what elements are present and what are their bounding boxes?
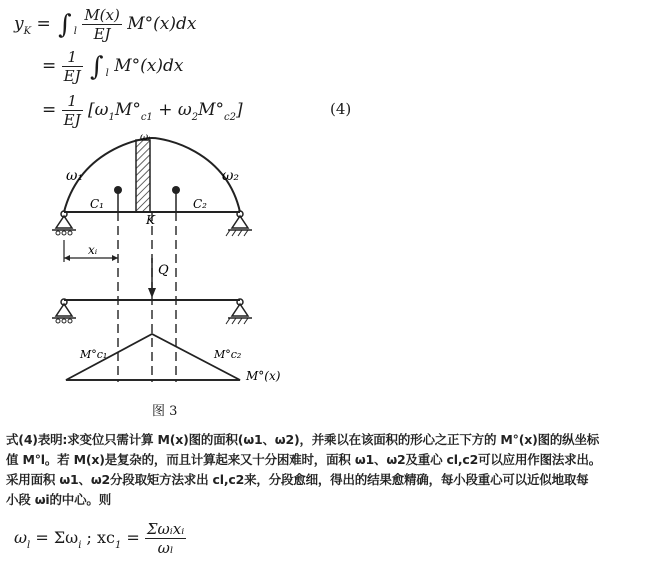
support-right-bottom — [226, 299, 252, 324]
eq-lhs: y — [14, 14, 24, 34]
eq-tail: M°(x)dx — [127, 14, 197, 34]
support-left-bottom — [52, 299, 76, 323]
final-sep-sub: 1 — [114, 540, 122, 551]
eq-close: ] — [235, 100, 243, 120]
paragraph — [6, 430, 654, 510]
integral-sub: l — [105, 68, 109, 79]
centroid-c1-dot — [114, 186, 122, 194]
label-mc1: M°c₁ — [80, 348, 108, 361]
label-omega1: ω₁ — [66, 168, 84, 184]
omega2-sub: 2 — [191, 112, 199, 123]
final-fraction-numerator: Σωᵢxᵢ — [146, 520, 185, 538]
final-equation — [14, 520, 186, 557]
eq-m1: M° — [114, 100, 141, 120]
eq-open: [ω — [88, 100, 109, 120]
eq-lhs-sub: K — [23, 26, 32, 37]
eq-plus: + ω — [152, 100, 192, 120]
label-mx: M°(x) — [246, 369, 281, 383]
final-lhs: ω — [14, 528, 28, 547]
final-fraction — [145, 520, 186, 557]
final-eq1: = Σω — [30, 528, 79, 547]
support-left-top — [52, 211, 76, 235]
eq-m2: M° — [198, 100, 225, 120]
fraction-numerator: 1 — [62, 92, 83, 111]
final-lhs-sub: l — [27, 540, 31, 551]
integral-sign: ∫ — [90, 51, 104, 82]
label-omega2: ω₂ — [222, 168, 240, 184]
hatched-strip — [136, 140, 150, 212]
label-c1: C₁ — [90, 197, 104, 211]
final-eq1-sub: i — [78, 540, 82, 551]
centroid-c2-dot — [172, 186, 180, 194]
fraction-numerator: M(x) — [84, 6, 120, 24]
eq-equals: = — [42, 56, 57, 76]
fraction-denominator: EJ — [63, 111, 81, 129]
eq-m1-sub: c1 — [140, 112, 153, 123]
load-q-arrowhead — [148, 288, 156, 298]
omega1-sub: 1 — [108, 112, 115, 123]
label-q: Q — [158, 263, 169, 278]
fraction-numerator: 1 — [62, 48, 83, 67]
integral-sub: l — [73, 26, 77, 37]
equation-number: (4) — [330, 100, 352, 118]
paragraph-line-3: 采用面积 ω1、ω2分段取矩方法求出 cl,c2来，分段愈细，得出的结果愈精确，每小段重心可以近似地取每 — [6, 472, 589, 487]
label-omega-i: ωᵢ — [140, 132, 151, 143]
eq-equals: = — [36, 14, 51, 34]
support-right-top — [226, 211, 252, 236]
paragraph-line-4: 小段 ωi的中心。则 — [6, 492, 112, 507]
eq-tail: M°(x)dx — [114, 56, 184, 76]
label-k: K — [146, 213, 155, 227]
paragraph-line-2: 值 M°l。若 M(x)是复杂的，而且计算起来又十分困难时，面积 ω1、ω2及重心 cl,c2可以应用作图法求出。 — [6, 452, 602, 467]
fraction-denominator: EJ — [93, 25, 111, 43]
eq-m2-sub: c2 — [224, 112, 236, 123]
final-fraction-denominator: ωₗ — [157, 539, 174, 557]
fraction-denominator: EJ — [63, 67, 81, 85]
final-sep: ; xc — [81, 528, 115, 547]
eq-equals: = — [42, 100, 57, 120]
integral-sign: ∫ — [58, 9, 72, 40]
paragraph-line-1: 式(4)表明:求变位只需计算 M(x)图的面积(ω1、ω2)，并乘以在该面积的形心之正下方的 M°(x)图的纵坐标 — [6, 432, 600, 447]
xi-arrow-left — [64, 255, 70, 261]
label-xi: xᵢ — [88, 243, 98, 257]
label-c2: C₂ — [193, 197, 207, 211]
xi-arrow-right — [112, 255, 118, 261]
figure-caption: 图 3 — [152, 404, 178, 419]
label-mc2: M°c₂ — [214, 348, 242, 361]
final-eq2: = — [121, 528, 145, 547]
